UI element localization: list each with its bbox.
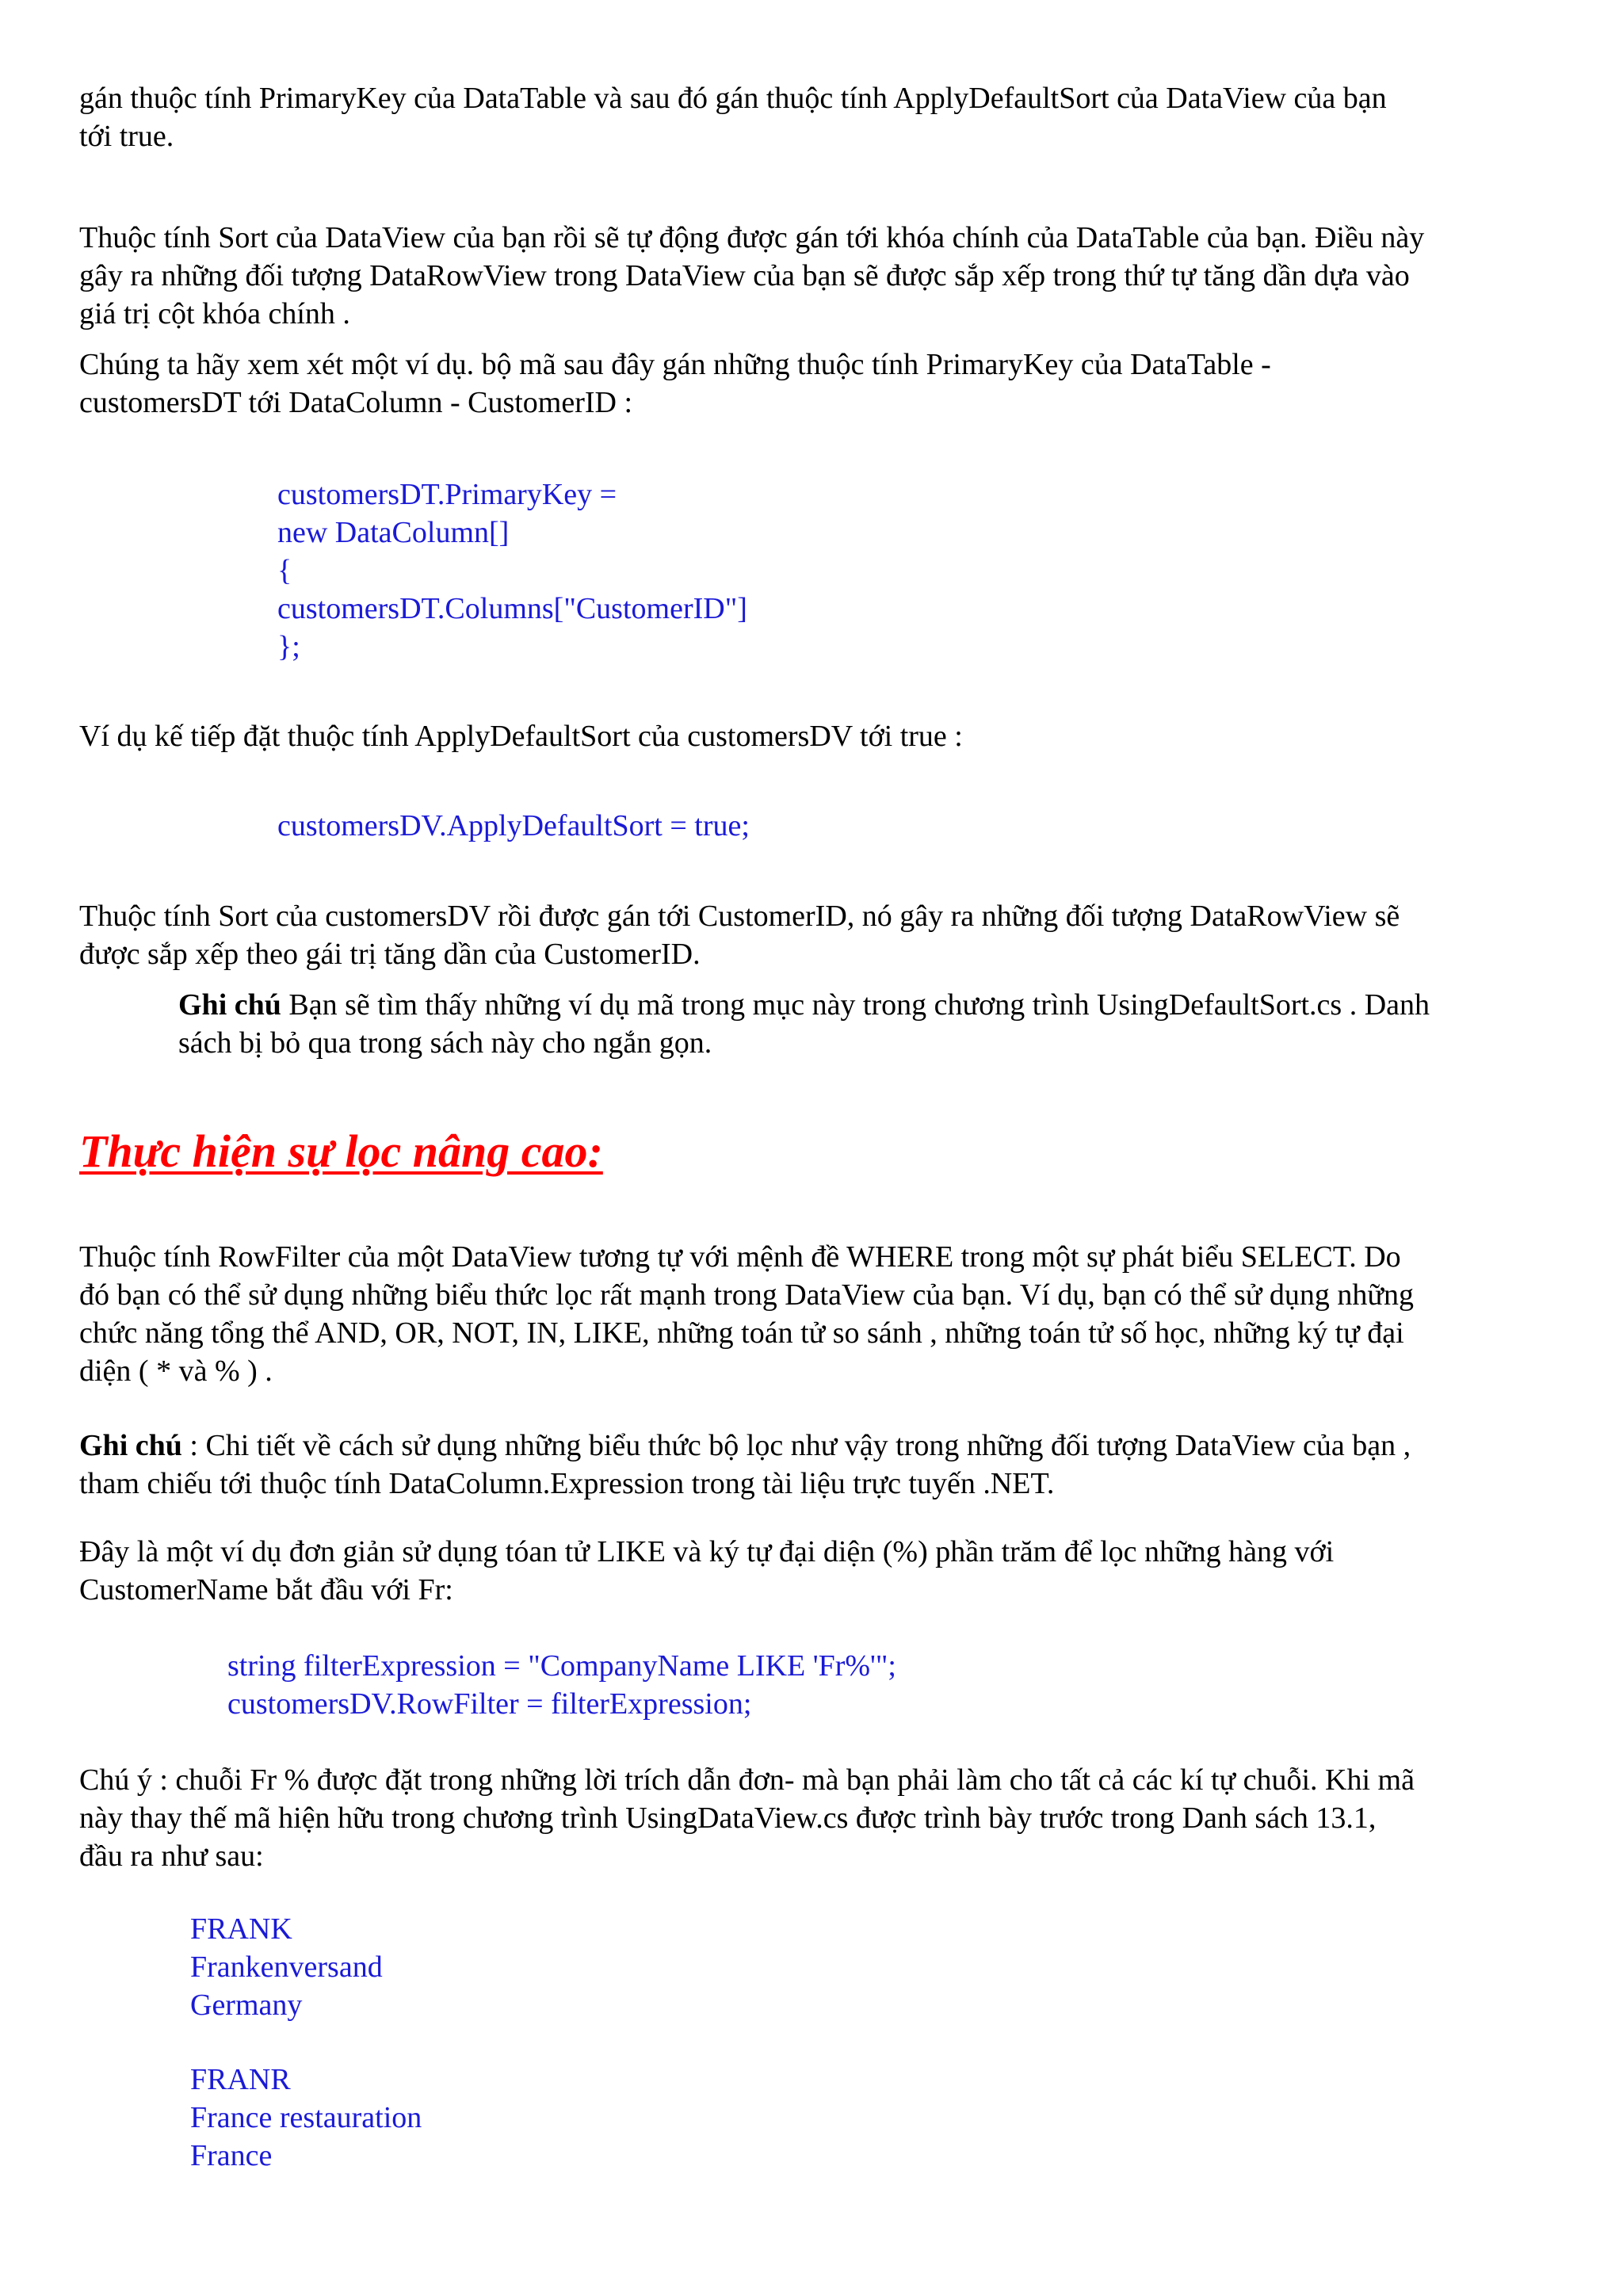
paragraph-output-note: Chú ý : chuỗi Fr % được đặt trong những lời trích dẫn đơn- mà bạn phải làm cho tất cả các kí tự chuỗi. Khi mã này thay thế mã hiện hữu trong chương trình UsingDataView.cs được trình bày trước trong Danh sách 13.1, đầu ra như sau: [79,1763,1415,1873]
output-record-frank: FRANK Frankenversand Germany [190,1912,383,2022]
note-default-sort: Ghi chú Bạn sẽ tìm thấy những ví dụ mã trong mục này trong chương trình UsingDefaultSort.cs . Danh sách bị bỏ qua trong sách này cho ngắn gọn. [178,988,1430,1060]
paragraph-primary-key-intro: gán thuộc tính PrimaryKey của DataTable và sau đó gán thuộc tính ApplyDefaultSort của DataView của bạn tới true. [79,82,1387,153]
output-record-franr: FRANR France restauration France [190,2063,422,2172]
paragraph-rowfilter: Thuộc tính RowFilter của một DataView tương tự với mệnh đề WHERE trong một sự phát biểu SELECT. Do đó bạn có thể sử dụng những biểu thức lọc rất mạnh trong DataView của bạn. Ví dụ, bạn có thể sử dụng những chức năng tổng thể AND, OR, NOT, IN, LIKE, những toán tử so sánh , những toán tử số học, những ký tự đại diện ( * và % ) . [79,1240,1415,1388]
paragraph-sort-property: Thuộc tính Sort của DataView của bạn rồi sẽ tự động được gán tới khóa chính của DataTable của bạn. Điều này gây ra những đối tượng DataRowView trong DataView của bạn sẽ được sắp xếp trong thứ tự tăng dần dựa vào giá trị cột khóa chính . [79,221,1425,330]
paragraph-like-example: Đây là một ví dụ đơn giản sử dụng tóan tử LIKE và ký tự đại diện (%) phần trăm để lọc những hàng với CustomerName bắt đầu với Fr: [79,1535,1335,1606]
code-primary-key: customersDT.PrimaryKey = new DataColumn[] { customersDT.Columns["CustomerID"] }; [277,478,747,663]
note-label: Ghi chú [79,1429,182,1462]
note-expression: Ghi chú : Chi tiết về cách sử dụng những biểu thức bộ lọc như vậy trong những đối tượng DataView của bạn , tham chiếu tới thuộc tính DataColumn.Expression trong tài liệu trực tuyến .NET. [79,1429,1411,1500]
paragraph-apply-default-sort: Ví dụ kế tiếp đặt thuộc tính ApplyDefaultSort của customersDV tới true : [79,720,963,753]
code-apply-default-sort: customersDV.ApplyDefaultSort = true; [277,809,750,842]
section-heading: Thực hiện sự lọc nâng cao: [79,1125,603,1177]
note-label: Ghi chú [178,988,281,1022]
code-row-filter: string filterExpression = "CompanyName LIKE 'Fr%'"; customersDV.RowFilter = filterExpression; [227,1649,896,1721]
paragraph-example-intro: Chúng ta hãy xem xét một ví dụ. bộ mã sau đây gán những thuộc tính PrimaryKey của DataTable - customersDT tới DataColumn - CustomerID : [79,348,1271,419]
paragraph-sort-customerid: Thuộc tính Sort của customersDV rồi được gán tới CustomerID, nó gây ra những đối tượng DataRowView sẽ được sắp xếp theo gái trị tăng dần của CustomerID. [79,900,1400,971]
